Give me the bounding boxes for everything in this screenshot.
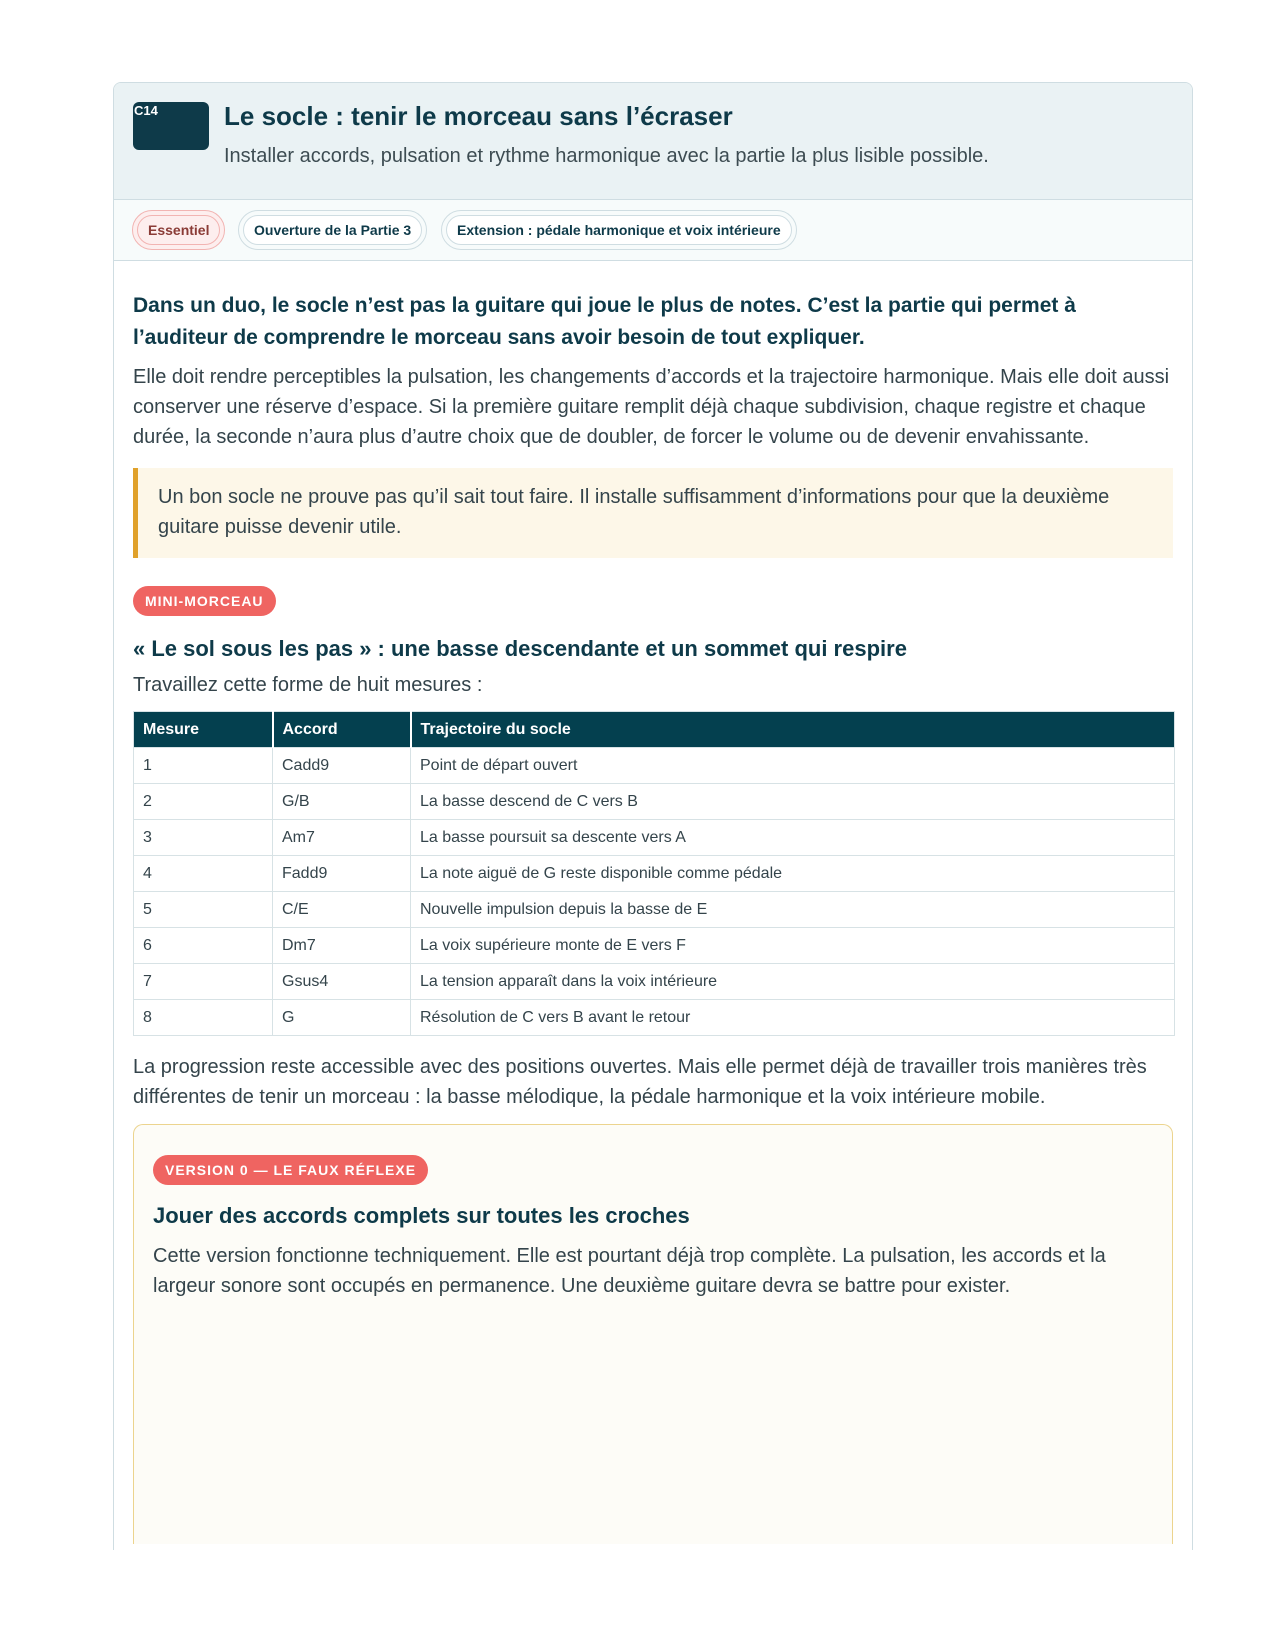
callout-note: Un bon socle ne prouve pas qu’il sait tout faire. Il installe suffisamment d’informations pour que la deuxième guitare puisse devenir utile.	[133, 468, 1173, 558]
cell-trajectoire: Point de départ ouvert	[411, 748, 1175, 784]
cell-accord: Cadd9	[273, 748, 411, 784]
cell-mesure: 8	[134, 1000, 273, 1036]
cell-trajectoire: Nouvelle impulsion depuis la basse de E	[411, 892, 1175, 928]
cell-accord: Gsus4	[273, 964, 411, 1000]
table-row	[134, 928, 1175, 964]
table-row	[134, 820, 1175, 856]
cell-accord: G	[273, 1000, 411, 1036]
cell-accord: C/E	[273, 892, 411, 928]
cell-trajectoire: Résolution de C vers B avant le retour	[411, 1000, 1175, 1036]
table-row	[134, 1000, 1175, 1036]
cell-mesure: 7	[134, 964, 273, 1000]
tag-label: Extension : pédale harmonique et voix intérieure	[446, 215, 792, 245]
tag-label: Ouverture de la Partie 3	[243, 215, 422, 245]
chapter-body	[114, 290, 1192, 1544]
cell-mesure: 5	[134, 892, 273, 928]
form-table	[133, 711, 1175, 1036]
cell-mesure: 3	[134, 820, 273, 856]
tag-extension[interactable]	[441, 210, 797, 250]
cell-trajectoire: La basse descend de C vers B	[411, 784, 1175, 820]
section-intro: Travaillez cette forme de huit mesures :	[133, 674, 483, 696]
section-title: « Le sol sous les pas » : une basse descendante et un sommet qui respire	[133, 636, 907, 661]
column-header-trajectoire: Trajectoire du socle	[411, 712, 1175, 748]
chapter-card	[113, 82, 1193, 1550]
tags-row	[114, 200, 1192, 261]
cell-mesure: 1	[134, 748, 273, 784]
tag-essentiel[interactable]	[132, 210, 225, 250]
cell-mesure: 6	[134, 928, 273, 964]
cell-mesure: 4	[134, 856, 273, 892]
table-row	[134, 748, 1175, 784]
cell-trajectoire: La note aiguë de G reste disponible comme pédale	[411, 856, 1175, 892]
table-row	[134, 892, 1175, 928]
cell-accord: Am7	[273, 820, 411, 856]
cell-mesure: 2	[134, 784, 273, 820]
column-header-accord: Accord	[273, 712, 411, 748]
version-title: Jouer des accords complets sur toutes les croches	[153, 1203, 690, 1228]
table-row	[134, 784, 1175, 820]
version-text: Cette version fonctionne techniquement. Elle est pourtant déjà trop complète. La pulsation, les accords et la largeur sonore sont occupés en permanence. Une deuxième guitare devra se battre pour exister.	[153, 1245, 1106, 1297]
chapter-title: Le socle : tenir le morceau sans l’écraser	[224, 101, 733, 131]
version-box	[133, 1124, 1173, 1544]
lead-paragraph: Dans un duo, le socle n’est pas la guitare qui joue le plus de notes. C’est la partie qui permet à l’auditeur de comprendre le morceau sans avoir besoin de tout expliquer.	[133, 294, 1076, 349]
cell-trajectoire: La tension apparaît dans la voix intérieure	[411, 964, 1175, 1000]
tag-partie-3[interactable]	[238, 210, 427, 250]
cell-accord: G/B	[273, 784, 411, 820]
cell-accord: Fadd9	[273, 856, 411, 892]
after-table-paragraph: La progression reste accessible avec des positions ouvertes. Mais elle permet déjà de travailler trois manières très différentes de tenir un morceau : la basse mélodique, la pédale harmonique et la voix intérieure mobile.	[133, 1056, 1147, 1108]
body-paragraph: Elle doit rendre perceptibles la pulsation, les changements d’accords et la trajectoire harmonique. Mais elle doit aussi conserver une réserve d’espace. Si la première guitare remplit déjà chaque subdivision, chaque registre et chaque durée, la seconde n’aura plus d’autre choix que de doubler, de forcer le volume ou de devenir envahissante.	[133, 366, 1170, 448]
column-header-mesure: Mesure	[134, 712, 273, 748]
table-header-row	[134, 712, 1175, 748]
chapter-badge: C14	[133, 102, 209, 150]
tag-label: Essentiel	[137, 215, 220, 245]
cell-trajectoire: La basse poursuit sa descente vers A	[411, 820, 1175, 856]
chapter-header	[114, 83, 1192, 200]
mini-morceau-pill: MINI-MORCEAU	[133, 586, 276, 616]
cell-accord: Dm7	[273, 928, 411, 964]
cell-trajectoire: La voix supérieure monte de E vers F	[411, 928, 1175, 964]
chapter-subtitle: Installer accords, pulsation et rythme harmonique avec la partie la plus lisible possible.	[224, 145, 989, 167]
table-row	[134, 856, 1175, 892]
table-row	[134, 964, 1175, 1000]
version-pill: VERSION 0 — LE FAUX RÉFLEXE	[153, 1155, 428, 1185]
